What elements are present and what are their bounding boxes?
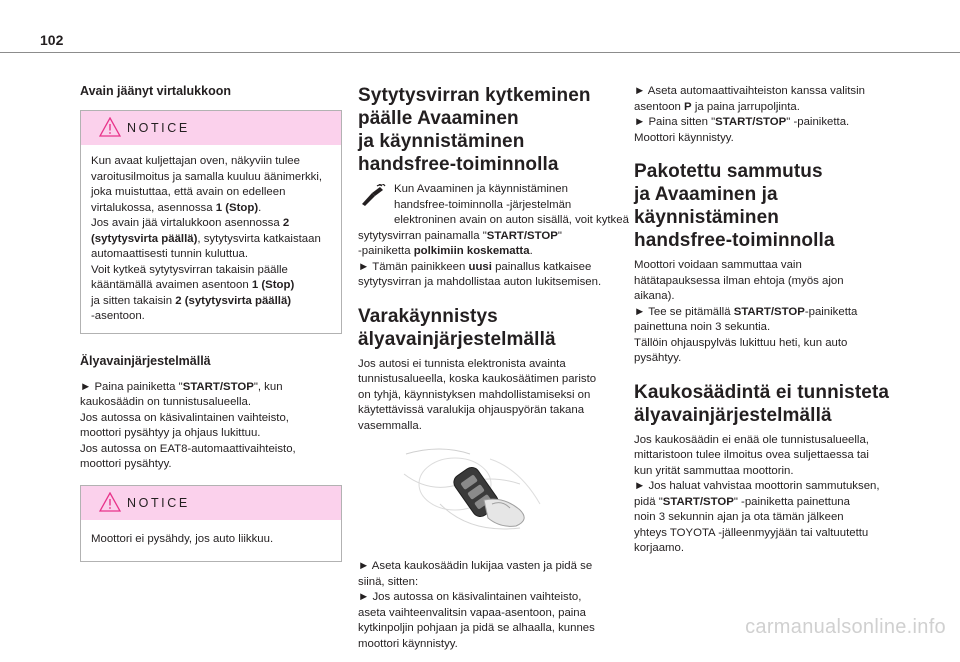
section-title-ignition-handsfree xyxy=(358,84,618,176)
column-right xyxy=(634,84,896,567)
text-line: Sytytysvirran kytkeminen xyxy=(358,85,591,106)
text-line: yhteys TOYOTA -jälleenmyyjään tai valtuutettu xyxy=(634,526,869,539)
notice-header xyxy=(81,111,341,145)
text-line: automaattisesti tunnin kuluttua. xyxy=(91,248,249,260)
text-line: Jos autossa on EAT8-automaattivaihteisto, xyxy=(80,442,296,455)
text-line: käytettävissä varalukija ohjauspyörän takana xyxy=(358,404,585,416)
text-line: pidä "START/STOP" -painiketta painettuna xyxy=(634,495,850,508)
watermark: carmanualsonline.info xyxy=(745,616,946,638)
text-line: Kun Avaaminen ja käynnistäminen xyxy=(394,183,568,195)
text-line: -asentoon. xyxy=(91,310,145,322)
text-line: varoitusilmoitus ja samalla kuuluu äänimerkki, xyxy=(91,170,323,183)
text-line: ► Jos autossa on käsivalintainen vaihteisto, xyxy=(358,591,582,603)
warning-triangle-icon xyxy=(99,492,121,517)
text-line: moottori pysähtyy. xyxy=(80,458,172,470)
text-line: kääntämällä avaimen asentoon 1 (Stop) xyxy=(91,279,295,291)
text-line: vasemmalla. xyxy=(358,419,422,432)
text-line: handsfree-toiminnolla xyxy=(634,230,835,251)
text-line: painettuna noin 3 sekuntia. xyxy=(634,321,771,333)
text-line: Moottori käynnistyy. xyxy=(634,131,734,144)
text-line: Jos avain jää virtalukkoon asennossa 2 xyxy=(91,217,290,229)
text-line: päälle Avaaminen xyxy=(358,108,519,129)
text-line: käynnistäminen xyxy=(634,207,780,228)
text-line: aikana). xyxy=(634,290,675,302)
section-title-key-in-ignition: Avain jäänyt virtalukkoon xyxy=(80,84,231,98)
paragraph-remote-not-detected xyxy=(634,433,896,557)
notice-box-2 xyxy=(80,485,342,563)
text-line: elektroninen avain on auton sisällä, voit kytkeä xyxy=(394,214,629,226)
text-line: moottori pysähtyy ja ohjaus lukittuu. xyxy=(80,427,261,439)
top-rule xyxy=(0,52,960,53)
text-line: kun yrität sammuttaa moottorin. xyxy=(634,464,794,477)
text-line: ja käynnistäminen xyxy=(358,131,525,152)
text-line: ja sitten takaisin 2 (sytytysvirta päällä) xyxy=(91,294,292,307)
text-line: hätätapauksessa ilman ehtoja (myös ajon xyxy=(634,274,844,287)
text-line: (sytytysvirta päällä), sytytysvirta katkaistaan xyxy=(91,232,321,245)
text-line: Pakotettu sammutus xyxy=(634,161,823,182)
text-line: noin 3 sekunnin ajan ja ota tämän jälkeen xyxy=(634,511,844,523)
text-line: virtalukossa, asennossa 1 (Stop). xyxy=(91,201,262,214)
text-line: siinä, sitten: xyxy=(358,575,419,588)
text-line: Moottori ei pysähdy, jos auto liikkuu. xyxy=(91,532,274,545)
notice-title: NOTICE xyxy=(127,495,190,510)
notice-text xyxy=(81,520,341,562)
column-middle xyxy=(358,84,629,662)
paragraph-forced-shutdown xyxy=(634,258,896,367)
key-icon xyxy=(358,184,386,214)
notice-box xyxy=(80,110,342,334)
paragraph-text xyxy=(358,182,629,291)
section-title-forced-shutdown xyxy=(634,160,896,252)
text-line: Kun avaat kuljettajan oven, näkyviin tulee xyxy=(91,155,300,167)
text-line: on tyhjä, käynnistyksen mahdollistamiseksi on xyxy=(358,388,591,401)
text-line: kaukosäädin on tunnistusalueella. xyxy=(80,396,251,408)
text-line: handsfree-toiminnolla -järjestelmän xyxy=(394,198,572,211)
paragraph-automatic-steps xyxy=(634,84,896,146)
warning-triangle-icon xyxy=(99,117,121,142)
text-line: ► Tee se pitämällä START/STOP-painiketta xyxy=(634,305,858,318)
text-line: -painiketta polkimiin koskematta. xyxy=(358,245,533,257)
text-line: Jos autosi ei tunnista elektronista avainta xyxy=(358,357,566,370)
text-line: ► Paina sitten "START/STOP" -painiketta. xyxy=(634,116,850,128)
text-line: pysähtyy. xyxy=(634,352,682,364)
paragraph-backup-steps xyxy=(358,559,618,652)
text-line: Varakäynnistys xyxy=(358,305,498,327)
text-line: kytkinpoljin pohjaan ja pidä se alhaalla, kunnes xyxy=(358,622,595,634)
text-line: ► Tämän painikkeen uusi painallus katkaisee xyxy=(358,260,592,273)
text-line: joka muistuttaa, että avain on edelleen xyxy=(91,186,286,198)
paragraph-smart-key xyxy=(80,380,342,473)
text-line: sytytysvirran ja mahdollistaa auton lukitsemisen. xyxy=(358,276,602,288)
notice-title: NOTICE xyxy=(127,121,190,135)
notice-header xyxy=(81,486,341,520)
column-left xyxy=(80,84,342,582)
text-line: Jos kaukosäädin ei enää ole tunnistusalueella, xyxy=(634,433,869,446)
text-line: asentoon P ja paina jarrupoljinta. xyxy=(634,100,800,113)
paragraph-backup-start xyxy=(358,357,618,435)
text-line: ► Aseta automaattivaihteiston kanssa valitsin xyxy=(634,85,865,97)
text-line: handsfree-toiminnolla xyxy=(358,154,559,175)
page-number: 102 xyxy=(40,32,64,48)
text-line: tunnistusalueella, koska kaukosäätimen paristo xyxy=(358,373,597,385)
text-line: Voit kytkeä sytytysvirran takaisin päälle xyxy=(91,263,288,276)
text-line: mittaristoon tulee ilmoitus ovea suljettaessa tai xyxy=(634,449,869,461)
text-line: moottori käynnistyy. xyxy=(358,637,458,650)
text-line: ► Jos haluat vahvistaa moottorin sammutuksen, xyxy=(634,480,880,492)
text-line: ► Paina painiketta "START/STOP", kun xyxy=(80,380,283,393)
text-line: älyavainjärjestelmällä xyxy=(358,328,556,350)
text-line: ja Avaaminen ja xyxy=(634,184,778,205)
text-line: sytytysvirran painamalla "START/STOP" xyxy=(358,229,562,242)
notice-text xyxy=(81,145,341,333)
paragraph-ignition-handsfree xyxy=(358,182,629,291)
text-line: aseta vaihteenvalitsin vapaa-asentoon, paina xyxy=(358,606,586,619)
text-line: Tällöin ohjauspylväs lukittuu heti, kun auto xyxy=(634,336,848,349)
text-line: Kaukosäädintä ei tunnisteta xyxy=(634,381,890,403)
text-line: korjaamo. xyxy=(634,542,685,554)
backup-reader-illustration xyxy=(400,444,618,545)
text-line: ► Aseta kaukosäädin lukijaa vasten ja pidä se xyxy=(358,560,593,572)
text-line: Jos autossa on käsivalintainen vaihteisto, xyxy=(80,411,289,424)
text-line: Moottori voidaan sammuttaa vain xyxy=(634,259,802,271)
section-title-backup-start xyxy=(358,305,618,351)
text-line: älyavainjärjestelmällä xyxy=(634,404,832,426)
section-title-smart-key: Älyavainjärjestelmällä xyxy=(80,353,211,368)
section-title-remote-not-detected xyxy=(634,381,896,427)
